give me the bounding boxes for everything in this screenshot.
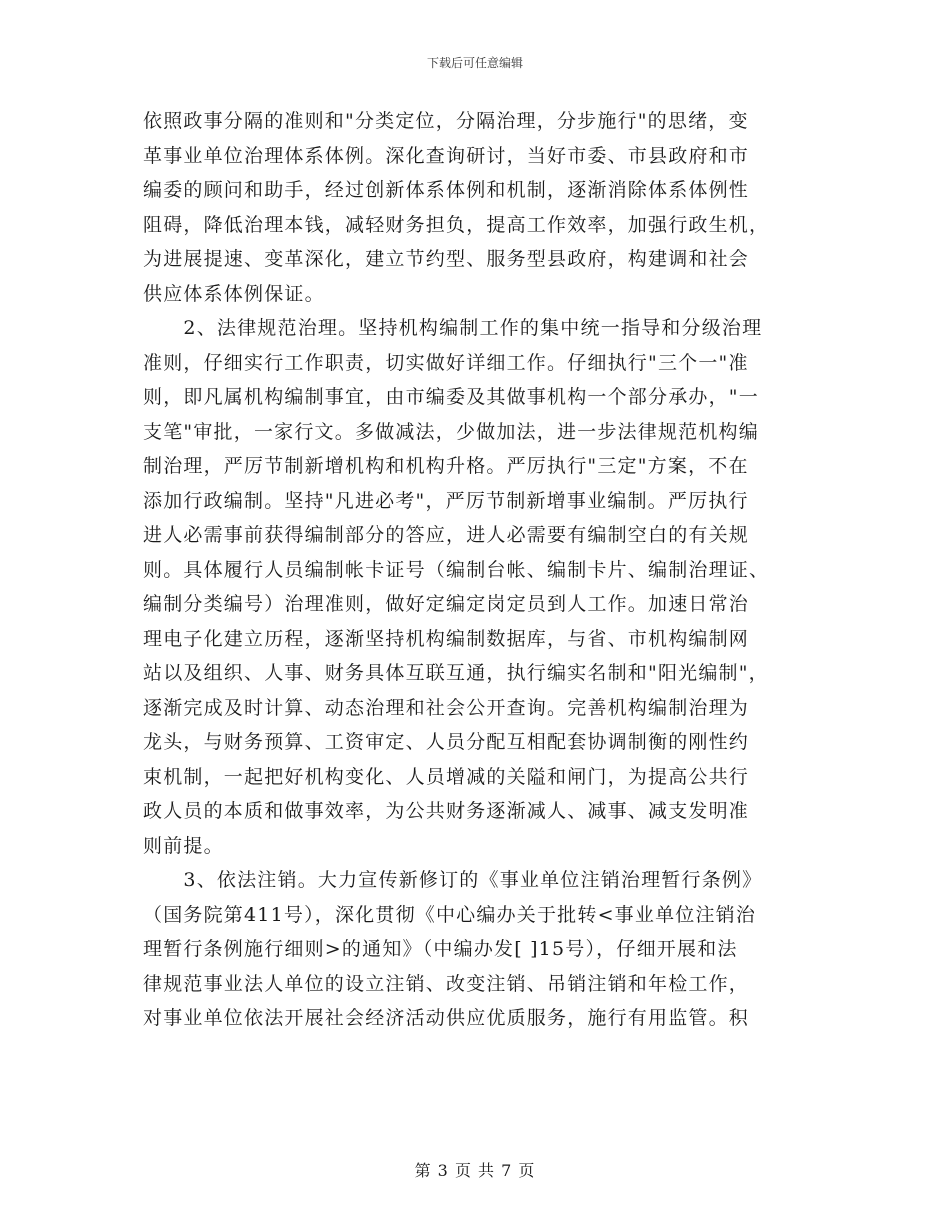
- text-line: 供应体系体例保证。: [143, 282, 325, 305]
- text-line: 理电子化建立历程，逐渐坚持机构编制数据库，与省、市机构编制网: [143, 627, 750, 650]
- text-line: 进人必需事前获得编制部分的答应，进人必需要有编制空白的有关规: [143, 524, 750, 546]
- page-number-footer: 第 3 页 共 7 页: [414, 1161, 536, 1180]
- text-line: 3、依法注销。大力宣传新修订的《事业单位注销治理暂行条例》: [143, 869, 763, 891]
- text-line: 束机制，一起把好机构变化、人员增减的关隘和闸门，为提高公共行: [143, 765, 750, 788]
- text-line: 添加行政编制。坚持"凡进必考"，严厉节制新增事业编制。严厉执行: [143, 489, 749, 512]
- text-line: 编委的顾问和助手，经过创新体系体例和机制，逐渐消除体系体例性: [143, 179, 750, 201]
- text-line: 站以及组织、人事、财务具体互联互通，执行编实名制和"阳光编制"，: [143, 662, 769, 684]
- text-line: 依照政事分隔的准则和"分类定位，分隔治理，分步施行"的思绪，变: [143, 110, 749, 132]
- text-line: 制治理，严厉节制新增机构和机构升格。严厉执行"三定"方案，不在: [143, 455, 749, 477]
- text-line: 编制分类编号）治理准则，做好定编定岗定员到人工作。加速日常治: [143, 593, 750, 615]
- text-line: （国务院第411号），深化贯彻《中心编办关于批转<事业单位注销治: [143, 903, 757, 926]
- text-line: 逐渐完成及时计算、动态治理和社会公开查询。完善机构编制治理为: [143, 696, 750, 719]
- text-line: 则。具体履行人员编制帐卡证号（编制台帐、编制卡片、编制治理证、: [143, 558, 770, 581]
- text-line: 则，即凡属机构编制事宜，由市编委及其做事机构一个部分承办，"一: [143, 386, 759, 408]
- text-line: 支笔"审批，一家行文。多做减法，少做加法，进一步法律规范机构编: [143, 420, 759, 443]
- text-line: 为进展提速、变革深化，建立节约型、服务型县政府，构建调和社会: [143, 248, 750, 270]
- text-line: 理暂行条例施行细则>的通知》（中编办发[ ]15号），仔细开展和法: [143, 938, 738, 960]
- text-line: 则前提。: [143, 834, 224, 857]
- text-line: 2、法律规范治理。坚持机构编制工作的集中统一指导和分级治理: [143, 317, 763, 339]
- text-line: 律规范事业法人单位的设立注销、改变注销、吊销注销和年检工作，: [143, 972, 750, 995]
- header-note: 下载后可任意编辑: [426, 56, 523, 70]
- document-body: [143, 104, 811, 1036]
- text-line: 革事业单位治理体系体例。深化查询研讨，当好市委、市县政府和市: [143, 144, 750, 167]
- text-line: 龙头，与财务预算、工资审定、人员分配互相配套协调制衡的刚性约: [143, 731, 750, 753]
- text-line: 准则，仔细实行工作职责，切实做好详细工作。仔细执行"三个一"准: [143, 351, 749, 374]
- text-line: 对事业单位依法开展社会经济活动供应优质服务，施行有用监管。积: [143, 1007, 750, 1029]
- text-line: 政人员的本质和做事效率，为公共财务逐渐减人、减事、减支发明准: [143, 800, 750, 822]
- text-line: 阻碍，降低治理本钱，减轻财务担负，提高工作效率，加强行政生机，: [143, 213, 770, 236]
